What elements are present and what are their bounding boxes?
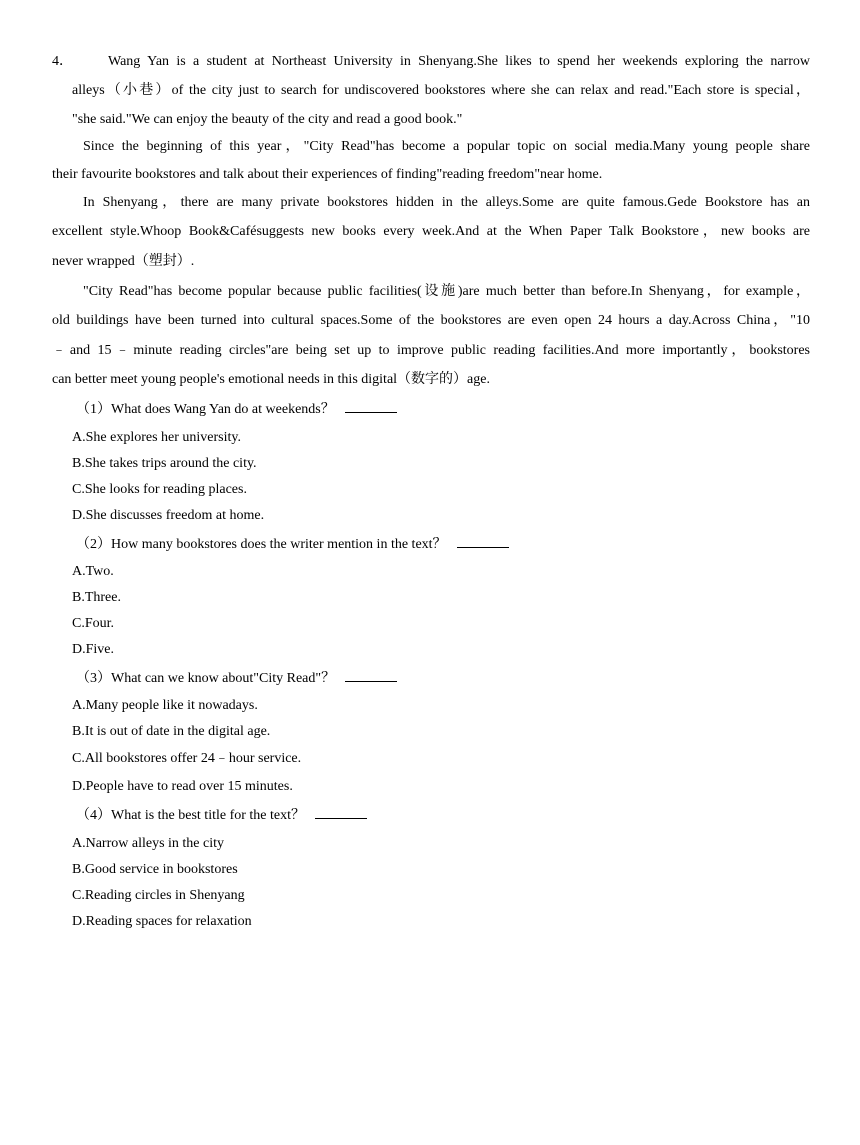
- option-a[interactable]: A.Many people like it nowadays.: [72, 698, 258, 713]
- option-b[interactable]: B.Three.: [72, 590, 121, 605]
- question-prompt: （3）What can we know about"City Read"？: [76, 669, 397, 688]
- passage-line: "City Read"has become popular because public facilities(设施)are much better than before.In Shenyang，for example，: [83, 284, 810, 299]
- passage-line: Wang Yan is a student at Northeast University in Shenyang.She likes to spend her weekends exploring the narrow: [108, 54, 810, 69]
- answer-blank[interactable]: [345, 669, 397, 682]
- option-d[interactable]: D.People have to read over 15 minutes.: [72, 779, 293, 794]
- option-b[interactable]: B.Good service in bookstores: [72, 862, 238, 877]
- passage-line: Since the beginning of this year，"City Read"has become a popular topic on social media.Many young people share: [83, 139, 810, 154]
- question-number: 4．: [52, 54, 73, 69]
- option-d[interactable]: D.Five.: [72, 642, 114, 657]
- option-c[interactable]: C.She looks for reading places.: [72, 482, 247, 497]
- passage-line: excellent style.Whoop Book&Cafésuggests new books every week.And at the When Paper Talk Bookstore，new books are: [52, 224, 810, 239]
- option-a[interactable]: A.Two.: [72, 564, 114, 579]
- passage-line: can better meet young people's emotional needs in this digital（数字的）age.: [52, 372, 490, 387]
- option-a[interactable]: A.Narrow alleys in the city: [72, 836, 225, 851]
- answer-blank[interactable]: [345, 400, 397, 413]
- question-prompt: （1）What does Wang Yan do at weekends？: [76, 400, 397, 419]
- option-a[interactable]: A.She explores her university.: [72, 430, 241, 445]
- passage-line: In Shenyang，there are many private bookstores hidden in the alleys.Some are quite famous.Gede Bookstore has an: [83, 195, 810, 210]
- option-d[interactable]: D.Reading spaces for relaxation: [72, 914, 252, 929]
- question-prompt: （4）What is the best title for the text？: [76, 806, 367, 825]
- question-prompt: （2）How many bookstores does the writer mention in the text？: [76, 535, 509, 554]
- answer-blank[interactable]: [315, 806, 367, 819]
- passage-line: alleys（小巷）of the city just to search for undiscovered bookstores where she can relax and read."Each store is special，: [72, 83, 810, 98]
- option-c[interactable]: C.Reading circles in Shenyang: [72, 888, 245, 903]
- passage-line: their favourite bookstores and talk about their experiences of finding"reading freedom"near home.: [52, 167, 603, 182]
- option-d[interactable]: D.She discusses freedom at home.: [72, 508, 265, 523]
- option-b[interactable]: B.It is out of date in the digital age.: [72, 724, 271, 739]
- option-c[interactable]: C.All bookstores offer 24﹣hour service.: [72, 751, 302, 766]
- passage-line: old buildings have been turned into cultural spaces.Some of the bookstores are even open 24 hours a day.Across China，"10: [52, 313, 810, 328]
- passage-line: "she said."We can enjoy the beauty of the city and read a good book.": [72, 112, 463, 127]
- answer-blank[interactable]: [457, 535, 509, 548]
- option-b[interactable]: B.She takes trips around the city.: [72, 456, 257, 471]
- passage-line: ﹣and 15﹣minute reading circles"are being set up to improve public reading facilities.And more importantly，bookstores: [52, 343, 810, 358]
- option-c[interactable]: C.Four.: [72, 616, 115, 631]
- passage-line: never wrapped（塑封）.: [52, 254, 195, 269]
